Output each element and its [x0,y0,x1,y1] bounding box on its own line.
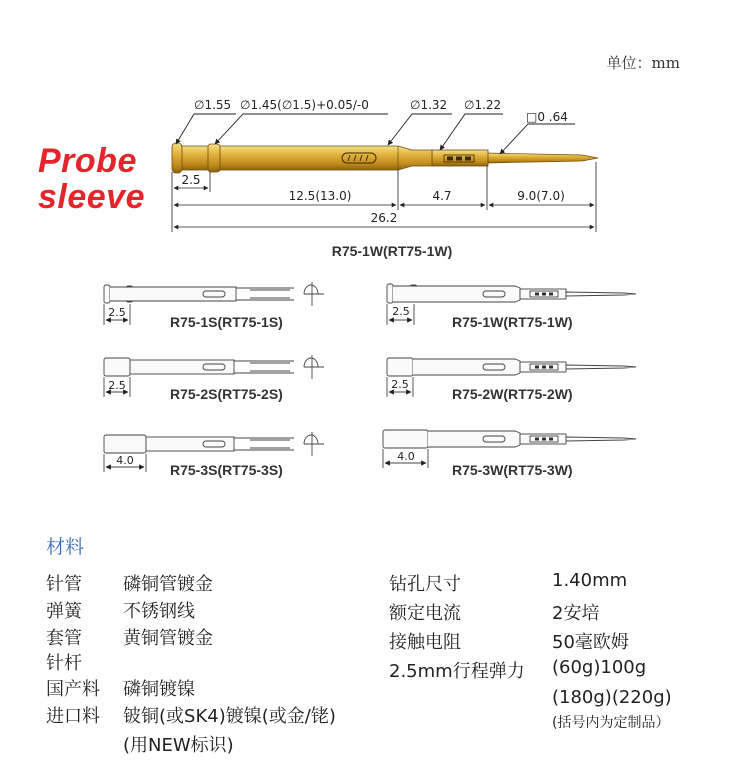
variant-dim-r75-3s: 4.0 [116,454,134,467]
spec-label-rated-current: 额定电流 [389,603,461,624]
dim-plunger-length: 4.7 [432,189,452,203]
material-label-sleeve: 套管 [46,628,82,649]
material-imported-note: (用NEW标识) [123,735,234,756]
variant-r75-1w-dots [535,293,553,296]
material-label-spring: 弹簧 [46,601,82,622]
material-label-plunger: 针杆 [46,653,82,674]
variant-dim-r75-2w: 2.5 [391,378,409,391]
variant-dim-r75-3w: 4.0 [397,450,415,463]
material-label-needle-tube: 针管 [46,574,82,595]
material-value-domestic: 磷铜镀镍 [123,679,195,700]
title-line-2: sleeve [38,178,145,216]
variant-label-r75-1s: R75-1S(RT75-1S) [170,314,283,330]
spec-value-rated-current: 2安培 [552,603,600,624]
spec-label-contact-resistance: 接触电阻 [389,632,461,653]
spec-label-hole-size: 钻孔尺寸 [389,574,461,595]
dim-total-length: 26.2 [370,211,398,225]
material-label-domestic: 国产料 [46,679,100,700]
title-line-1: Probe [38,142,137,180]
variant-r75-3w-dots [535,438,553,441]
material-value-spring: 不锈钢线 [123,601,195,622]
spec-value-hole-size: 1.40mm [552,570,628,591]
variant-label-r75-2s: R75-2S(RT75-2S) [170,386,283,402]
main-model-label: R75-1W(RT75-1W) [331,243,453,259]
spec-value-contact-resistance: 50毫欧姆 [552,632,629,653]
dim-diameter-neck: ∅1.32 [410,98,448,112]
dim-head-length: 2.5 [181,173,201,187]
variant-label-r75-1w: R75-1W(RT75-1W) [452,314,573,330]
dim-barrel-length: 12.5(13.0) [288,189,352,203]
material-label-imported: 进口料 [46,706,100,727]
dim-square-tip: □0 .64 [526,110,568,124]
dim-diameter-plunger: ∅1.22 [464,98,502,112]
dim-diameter-barrel: ∅1.45(∅1.5)+0.05/-0 [240,98,369,112]
material-value-imported: 铍铜(或SK4)镀镍(或金/铑) [123,706,336,727]
variant-r75-2w-dots [535,366,553,369]
variant-label-r75-3w: R75-3W(RT75-3W) [452,462,573,478]
variant-label-r75-2w: R75-2W(RT75-2W) [452,386,573,402]
spec-value-spring-force-extra: (180g)(220g) [552,687,672,708]
unit-label: 单位：mm [606,54,680,72]
main-probe-drawing [172,143,598,173]
dim-diameter-head: ∅1.55 [194,98,232,112]
spec-custom-note: (括号内为定制品） [552,715,670,731]
variant-dim-r75-2s: 2.5 [108,379,126,392]
material-value-sleeve: 黄铜管镀金 [123,628,213,649]
material-value-needle-tube: 磷铜管镀金 [123,574,213,595]
variant-label-r75-3s: R75-3S(RT75-3S) [170,462,283,478]
dim-tip-length: 9.0(7.0) [517,189,565,203]
variant-dim-r75-1w: 2.5 [392,305,410,318]
materials-title: 材料 [46,536,85,558]
spec-label-spring-force: 2.5mm行程弹力 [389,661,525,682]
spec-value-spring-force: (60g)100g [552,657,647,678]
variant-dim-r75-1s: 2.5 [108,306,126,319]
probe-sleeve-title [38,143,145,215]
